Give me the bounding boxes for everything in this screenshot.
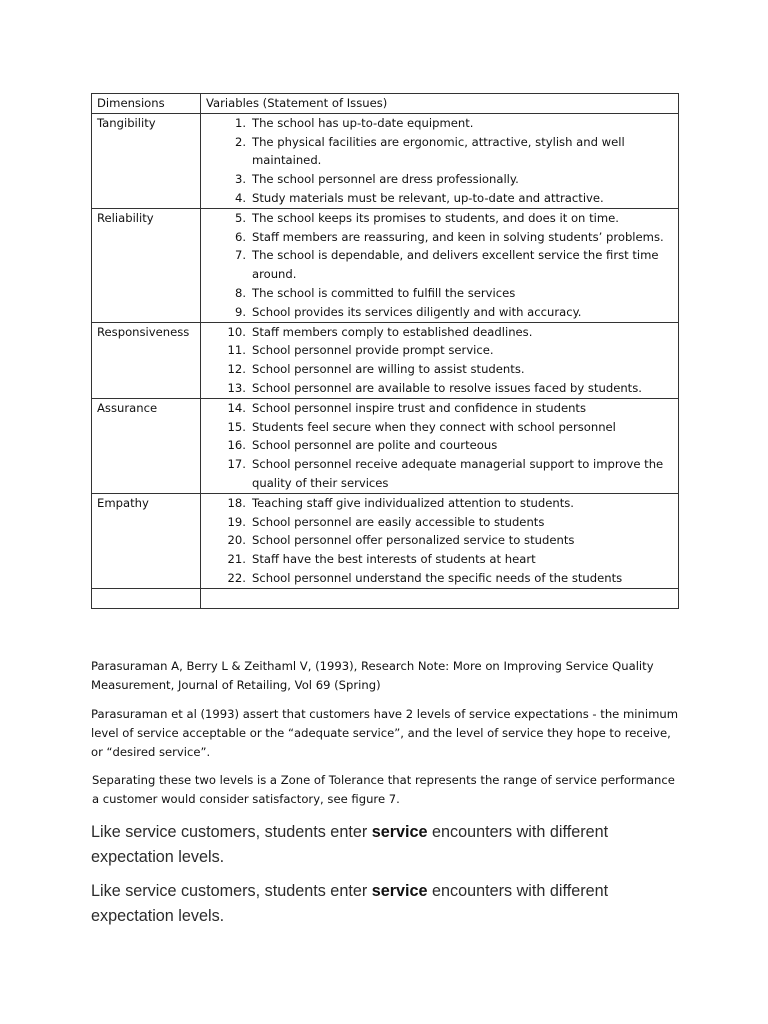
header-variables: Variables (Statement of Issues)	[201, 94, 679, 114]
item-number: 20.	[227, 533, 246, 548]
empty-table-row	[92, 588, 679, 608]
dimension-cell: Assurance	[92, 398, 201, 493]
item-number: 19.	[227, 514, 246, 529]
dimension-cell: Responsiveness	[92, 322, 201, 398]
item-text: School personnel provide prompt service.	[252, 343, 494, 358]
snippet-text-after: encounters with different expectation levels.	[91, 882, 609, 925]
item-text: The school is committed to fulfill the services	[252, 285, 516, 300]
item-number: 17.	[227, 457, 246, 472]
table-row	[92, 493, 679, 588]
reference-citation: Parasuraman A, Berry L & Zeithaml V, (1993), Research Note: More on Improving Service Quality Measurement, Journal of Retailing, Vol 69 (Spring)	[91, 659, 654, 692]
item-text: Staff have the best interests of students at heart	[252, 552, 536, 567]
service-quality-dimensions-table	[91, 93, 679, 609]
list-item	[206, 303, 674, 322]
item-number: 9.	[234, 304, 246, 319]
list-item	[206, 228, 674, 247]
list-item	[206, 246, 674, 284]
item-text: Students feel secure when they connect with school personnel	[252, 419, 616, 434]
item-text: School provides its services diligently and with accuracy.	[252, 304, 582, 319]
snippet-text	[91, 820, 691, 870]
list-item	[206, 531, 674, 550]
list-item	[206, 379, 674, 398]
table-row	[92, 322, 679, 398]
dimension-cell: Tangibility	[92, 113, 201, 208]
table-header-row	[92, 94, 679, 114]
table-row	[92, 113, 679, 208]
list-item	[206, 436, 674, 455]
item-number: 3.	[234, 172, 246, 187]
empty-cell	[92, 588, 201, 608]
variables-list	[206, 494, 674, 588]
list-item	[206, 189, 674, 208]
snippet-text-after: encounters with different expectation levels.	[91, 823, 609, 866]
list-item	[206, 494, 674, 513]
item-text: The school is dependable, and delivers excellent service the first time around.	[252, 248, 659, 282]
item-text: Study materials must be relevant, up-to-date and attractive.	[252, 190, 604, 205]
item-number: 14.	[227, 400, 246, 415]
list-item	[206, 418, 674, 437]
snippet-text	[91, 879, 691, 929]
item-text: School personnel are available to resolve issues faced by students.	[252, 380, 642, 395]
item-number: 11.	[227, 343, 246, 358]
variables-cell	[201, 398, 679, 493]
item-number: 8.	[234, 285, 246, 300]
dimension-cell: Reliability	[92, 208, 201, 322]
item-number: 18.	[227, 495, 246, 510]
list-item	[206, 323, 674, 342]
item-number: 2.	[234, 134, 246, 149]
snippet-text-bold: service	[371, 882, 428, 900]
list-item	[206, 341, 674, 360]
item-text: Staff members comply to established deadlines.	[252, 324, 533, 339]
item-number: 16.	[227, 438, 246, 453]
item-text: The school has up-to-date equipment.	[252, 115, 474, 130]
list-item	[206, 360, 674, 379]
table-row	[92, 208, 679, 322]
item-number: 5.	[234, 210, 246, 225]
list-item	[206, 170, 674, 189]
variables-list	[206, 114, 674, 208]
item-text: School personnel understand the specific needs of the students	[252, 570, 623, 585]
list-item	[206, 114, 674, 133]
item-text: The school personnel are dress professionally.	[252, 172, 519, 187]
snippet-text-bold: service	[371, 823, 428, 841]
item-text: The school keeps its promises to students, and does it on time.	[252, 210, 619, 225]
item-text: Teaching staff give individualized attention to students.	[252, 495, 574, 510]
item-number: 21.	[227, 552, 246, 567]
item-number: 6.	[234, 229, 246, 244]
list-item	[206, 133, 674, 171]
list-item	[206, 513, 674, 532]
list-item	[206, 209, 674, 228]
variables-cell	[201, 493, 679, 588]
snippet-text-before: Like service customers, students enter	[91, 882, 372, 900]
item-number: 13.	[227, 380, 246, 395]
paragraph-zone-of-tolerance: Separating these two levels is a Zone of Tolerance that represents the range of service performance a customer would consider satisfactory, see figure 7.	[92, 773, 675, 806]
snippet-text-before: Like service customers, students enter	[91, 823, 372, 841]
item-text: School personnel receive adequate managerial support to improve the quality of their services	[252, 457, 664, 490]
variables-list	[206, 399, 674, 493]
item-number: 1.	[234, 115, 246, 130]
item-number: 10.	[227, 324, 246, 339]
list-item	[206, 284, 674, 303]
item-text: School personnel offer personalized service to students	[252, 533, 575, 548]
list-item	[206, 399, 674, 418]
variables-list	[206, 323, 674, 398]
item-number: 7.	[234, 248, 246, 263]
item-text: School personnel inspire trust and confidence in students	[252, 400, 587, 415]
variables-list	[206, 209, 674, 322]
dimension-cell: Empathy	[92, 493, 201, 588]
item-text: School personnel are easily accessible to students	[252, 514, 545, 529]
header-dimensions: Dimensions	[92, 94, 201, 114]
list-item	[206, 550, 674, 569]
table-row	[92, 398, 679, 493]
list-item	[206, 569, 674, 588]
item-text: School personnel are willing to assist students.	[252, 362, 525, 377]
variables-cell	[201, 322, 679, 398]
item-number: 22.	[227, 570, 246, 585]
item-number: 4.	[234, 190, 246, 205]
item-text: The physical facilities are ergonomic, attractive, stylish and well maintained.	[252, 134, 625, 168]
item-text: Staff members are reassuring, and keen in solving students’ problems.	[252, 229, 664, 244]
item-number: 15.	[227, 419, 246, 434]
paragraph-expectations: Parasuraman et al (1993) assert that customers have 2 levels of service expectations - the minimum level of service acceptable or the “adequate service”, and the level of service they hope to receive, or “desired service”.	[91, 707, 679, 759]
empty-cell	[201, 588, 679, 608]
item-text: School personnel are polite and courteous	[252, 438, 498, 453]
variables-cell	[201, 208, 679, 322]
list-item	[206, 455, 674, 493]
item-number: 12.	[227, 362, 246, 377]
variables-cell	[201, 113, 679, 208]
